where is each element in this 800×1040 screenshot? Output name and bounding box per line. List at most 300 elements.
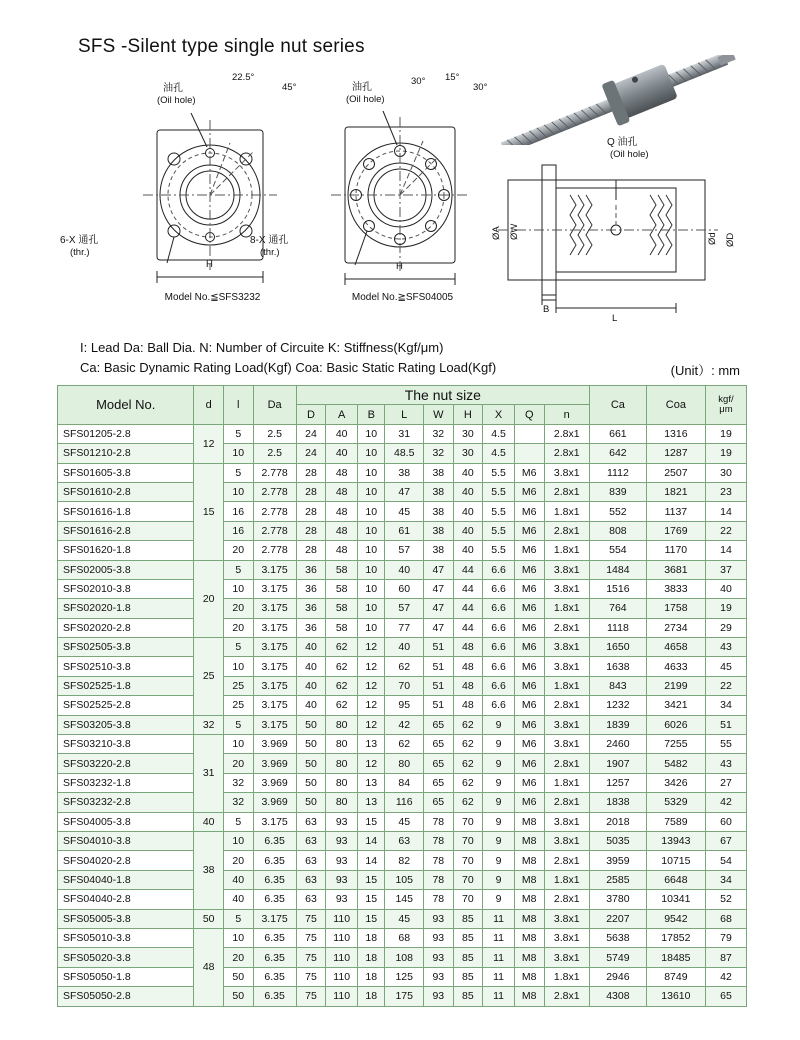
- middle-thru-hole-label-cn: 8-X 通孔: [250, 235, 289, 246]
- cell-coa: 1769: [646, 521, 705, 540]
- spec-table: [57, 385, 747, 1007]
- cell-q: M6: [514, 541, 544, 560]
- legend-line-2: Ca: Basic Dynamic Rating Load(Kgf) Coa: Basic Static Rating Load(Kgf): [80, 360, 497, 376]
- cell-ca: 2018: [589, 812, 646, 831]
- table-row[interactable]: [58, 851, 747, 870]
- cell-x: 9: [483, 870, 515, 889]
- cell-n: 2.8x1: [544, 444, 589, 463]
- cell-x: 6.6: [483, 618, 515, 637]
- legend-line-1: I: Lead Da: Ball Dia. N: Number of Circuite K: Stiffness(Kgf/μm): [80, 340, 444, 355]
- cell-n: 1.8x1: [544, 599, 589, 618]
- cell-q: M6: [514, 599, 544, 618]
- cell-l: 32: [223, 793, 253, 812]
- cell-h: 70: [453, 870, 483, 889]
- cell-a: 62: [326, 696, 358, 715]
- legend-block: [80, 338, 780, 378]
- cell-k: 34: [705, 696, 746, 715]
- cell-l: 5: [223, 812, 253, 831]
- cell-l: 16: [223, 521, 253, 540]
- cell-model: SFS02020-1.8: [58, 599, 194, 618]
- cell-l: 108: [385, 948, 424, 967]
- th-d: d: [194, 386, 224, 425]
- dim-d-big-label: ØD: [725, 232, 736, 247]
- cell-w: 38: [424, 541, 454, 560]
- cell-q: M8: [514, 812, 544, 831]
- cell-coa: 18485: [646, 948, 705, 967]
- cell-h: 85: [453, 948, 483, 967]
- cell-ca: 1257: [589, 773, 646, 792]
- cell-a: 110: [326, 928, 358, 947]
- cell-w: 47: [424, 579, 454, 598]
- cell-model: SFS02525-1.8: [58, 676, 194, 695]
- cell-da: 6.35: [253, 987, 296, 1006]
- cell-b: 15: [358, 909, 385, 928]
- left-thru-hole-label-cn: 6-X 通孔: [60, 235, 99, 246]
- cell-n: 1.8x1: [544, 541, 589, 560]
- cell-h: 85: [453, 987, 483, 1006]
- table-row[interactable]: [58, 793, 747, 812]
- cell-w: 38: [424, 521, 454, 540]
- cell-d: 75: [296, 928, 326, 947]
- cell-ca: 1839: [589, 715, 646, 734]
- cell-l: 80: [385, 754, 424, 773]
- cell-ca: 642: [589, 444, 646, 463]
- cell-a: 48: [326, 541, 358, 560]
- cell-l: 175: [385, 987, 424, 1006]
- cell-n: 2.8x1: [544, 521, 589, 540]
- cell-n: 2.8x1: [544, 424, 589, 443]
- cell-l: 60: [385, 579, 424, 598]
- cell-b: 10: [358, 560, 385, 579]
- cell-x: 11: [483, 967, 515, 986]
- cell-l: 40: [223, 870, 253, 889]
- table-row[interactable]: [58, 696, 747, 715]
- cell-d: 50: [296, 715, 326, 734]
- cell-x: 11: [483, 948, 515, 967]
- table-row[interactable]: [58, 463, 747, 482]
- dim-d-small-label: Ød: [707, 232, 718, 245]
- cell-w: 38: [424, 502, 454, 521]
- cell-w: 78: [424, 890, 454, 909]
- cell-model: SFS03232-1.8: [58, 773, 194, 792]
- table-row[interactable]: [58, 618, 747, 637]
- cell-a: 80: [326, 773, 358, 792]
- cell-w: 93: [424, 909, 454, 928]
- cell-da: 2.778: [253, 502, 296, 521]
- cell-a: 58: [326, 599, 358, 618]
- cell-l: 25: [223, 676, 253, 695]
- cell-d: 40: [296, 657, 326, 676]
- cell-d: 63: [296, 851, 326, 870]
- cell-n: 3.8x1: [544, 715, 589, 734]
- cell-coa: 5329: [646, 793, 705, 812]
- cell-k: 14: [705, 541, 746, 560]
- cell-b: 14: [358, 851, 385, 870]
- cell-l: 70: [385, 676, 424, 695]
- cell-b: 10: [358, 424, 385, 443]
- table-row[interactable]: [58, 541, 747, 560]
- cell-d: 36: [296, 579, 326, 598]
- cell-b: 10: [358, 599, 385, 618]
- cell-d: 75: [296, 987, 326, 1006]
- cell-q: M6: [514, 735, 544, 754]
- cell-b: 10: [358, 618, 385, 637]
- cell-a: 48: [326, 463, 358, 482]
- cell-q: M6: [514, 463, 544, 482]
- cell-x: 11: [483, 987, 515, 1006]
- cell-k: 19: [705, 424, 746, 443]
- cell-model: SFS03232-2.8: [58, 793, 194, 812]
- cell-d: 28: [296, 463, 326, 482]
- cell-model: SFS04040-1.8: [58, 870, 194, 889]
- cell-k: 19: [705, 599, 746, 618]
- cell-b: 18: [358, 967, 385, 986]
- cell-l: 20: [223, 851, 253, 870]
- cell-ca: 1650: [589, 638, 646, 657]
- cell-q: M6: [514, 618, 544, 637]
- cell-a: 48: [326, 521, 358, 540]
- cell-model: SFS02005-3.8: [58, 560, 194, 579]
- cell-coa: 1137: [646, 502, 705, 521]
- middle-oil-hole-label-cn: 油孔: [352, 82, 372, 93]
- th-nut-h: H: [453, 405, 483, 424]
- table-row[interactable]: [58, 754, 747, 773]
- cell-coa: 10715: [646, 851, 705, 870]
- middle-figure-caption: Model No.≧SFS04005: [351, 292, 454, 303]
- cell-b: 12: [358, 715, 385, 734]
- cell-b: 12: [358, 696, 385, 715]
- cell-a: 48: [326, 482, 358, 501]
- cell-ca: 843: [589, 676, 646, 695]
- cell-d: 36: [296, 618, 326, 637]
- cell-l: 10: [223, 579, 253, 598]
- cell-d: 63: [296, 831, 326, 850]
- cell-b: 13: [358, 773, 385, 792]
- cell-n: 3.8x1: [544, 948, 589, 967]
- cell-q: M8: [514, 928, 544, 947]
- middle-dim-h-label: H: [396, 261, 403, 272]
- table-row[interactable]: [58, 987, 747, 1006]
- cell-k: 23: [705, 482, 746, 501]
- cell-x: 5.5: [483, 463, 515, 482]
- cell-da: 3.969: [253, 754, 296, 773]
- cell-x: 6.6: [483, 657, 515, 676]
- th-kgf: [705, 386, 746, 425]
- cell-q: M8: [514, 948, 544, 967]
- cell-ca: 5749: [589, 948, 646, 967]
- cell-l: 20: [223, 599, 253, 618]
- cell-model: SFS03210-3.8: [58, 735, 194, 754]
- cell-x: 6.6: [483, 676, 515, 695]
- table-row[interactable]: [58, 657, 747, 676]
- cell-h: 70: [453, 812, 483, 831]
- table-row[interactable]: [58, 521, 747, 540]
- cell-b: 10: [358, 502, 385, 521]
- cell-k: 51: [705, 715, 746, 734]
- cell-h: 30: [453, 424, 483, 443]
- cell-w: 65: [424, 793, 454, 812]
- cell-x: 9: [483, 735, 515, 754]
- cell-ca: 1484: [589, 560, 646, 579]
- cell-h: 48: [453, 696, 483, 715]
- page-title: SFS -Silent type single nut series: [78, 36, 365, 57]
- spec-table-head: [58, 386, 747, 425]
- cell-q: M8: [514, 909, 544, 928]
- cell-k: 27: [705, 773, 746, 792]
- table-row[interactable]: [58, 735, 747, 754]
- cell-x: 9: [483, 812, 515, 831]
- cell-da: 3.175: [253, 909, 296, 928]
- cell-da: 3.175: [253, 812, 296, 831]
- cell-coa: 2199: [646, 676, 705, 695]
- cell-ca: 552: [589, 502, 646, 521]
- cell-model: SFS01210-2.8: [58, 444, 194, 463]
- cell-da: 3.175: [253, 696, 296, 715]
- cell-coa: 8749: [646, 967, 705, 986]
- cell-a: 93: [326, 851, 358, 870]
- table-row[interactable]: [58, 579, 747, 598]
- table-row[interactable]: [58, 967, 747, 986]
- left-oil-hole-label-en: (Oil hole): [157, 95, 196, 106]
- th-model: Model No.: [58, 386, 194, 425]
- cell-d: 63: [296, 870, 326, 889]
- cell-h: 44: [453, 579, 483, 598]
- cell-ca: 839: [589, 482, 646, 501]
- th-nut-b: B: [358, 405, 385, 424]
- cell-n: 3.8x1: [544, 657, 589, 676]
- cell-model: SFS01605-3.8: [58, 463, 194, 482]
- cell-d: 25: [194, 638, 224, 716]
- cell-w: 93: [424, 928, 454, 947]
- cell-k: 22: [705, 676, 746, 695]
- right-oil-hole-label-en: (Oil hole): [610, 149, 649, 160]
- cell-l: 20: [223, 541, 253, 560]
- cell-a: 80: [326, 793, 358, 812]
- cell-model: SFS02020-2.8: [58, 618, 194, 637]
- cell-q: M6: [514, 502, 544, 521]
- cell-a: 110: [326, 948, 358, 967]
- cell-w: 78: [424, 870, 454, 889]
- cell-x: 9: [483, 793, 515, 812]
- cell-w: 51: [424, 657, 454, 676]
- cell-da: 3.175: [253, 657, 296, 676]
- table-row[interactable]: [58, 560, 747, 579]
- cell-d: 50: [296, 793, 326, 812]
- table-row[interactable]: [58, 676, 747, 695]
- cell-l: 116: [385, 793, 424, 812]
- dim-a-label: ØA: [491, 226, 502, 240]
- cell-w: 78: [424, 831, 454, 850]
- cell-d: 28: [296, 502, 326, 521]
- cell-n: 1.8x1: [544, 502, 589, 521]
- cell-h: 70: [453, 851, 483, 870]
- cell-k: 52: [705, 890, 746, 909]
- cell-ca: 1232: [589, 696, 646, 715]
- cell-l: 125: [385, 967, 424, 986]
- cell-a: 40: [326, 444, 358, 463]
- cell-k: 45: [705, 657, 746, 676]
- table-row[interactable]: [58, 870, 747, 889]
- cell-b: 15: [358, 890, 385, 909]
- cell-da: 3.175: [253, 599, 296, 618]
- cell-h: 70: [453, 890, 483, 909]
- cell-x: 6.6: [483, 696, 515, 715]
- cell-h: 62: [453, 715, 483, 734]
- cell-x: 9: [483, 773, 515, 792]
- cell-l: 82: [385, 851, 424, 870]
- cell-q: M6: [514, 793, 544, 812]
- cell-n: 1.8x1: [544, 676, 589, 695]
- cell-x: 5.5: [483, 521, 515, 540]
- cell-a: 93: [326, 870, 358, 889]
- cell-da: 2.5: [253, 444, 296, 463]
- cell-coa: 7589: [646, 812, 705, 831]
- cell-d: 38: [194, 831, 224, 909]
- cell-d: 24: [296, 444, 326, 463]
- cell-n: 3.8x1: [544, 560, 589, 579]
- cell-k: 87: [705, 948, 746, 967]
- cell-l: 5: [223, 463, 253, 482]
- cell-h: 48: [453, 657, 483, 676]
- th-nut-d: D: [296, 405, 326, 424]
- cell-n: 2.8x1: [544, 754, 589, 773]
- table-row[interactable]: [58, 773, 747, 792]
- table-row[interactable]: [58, 599, 747, 618]
- cell-b: 13: [358, 793, 385, 812]
- header-row-1: [58, 386, 747, 405]
- cell-da: 3.175: [253, 638, 296, 657]
- cell-b: 14: [358, 831, 385, 850]
- cell-d: 63: [296, 812, 326, 831]
- cell-d: 36: [296, 560, 326, 579]
- cell-k: 34: [705, 870, 746, 889]
- table-row[interactable]: [58, 424, 747, 443]
- cell-l: 62: [385, 657, 424, 676]
- cell-d: 50: [296, 773, 326, 792]
- cell-h: 40: [453, 463, 483, 482]
- unit-label: (Unit）: mm: [670, 363, 740, 378]
- cell-d: 40: [296, 676, 326, 695]
- cell-h: 62: [453, 793, 483, 812]
- cell-l: 10: [223, 444, 253, 463]
- cell-ca: 661: [589, 424, 646, 443]
- middle-angle-30b-label: 30°: [473, 82, 488, 93]
- cell-model: SFS01616-1.8: [58, 502, 194, 521]
- table-row[interactable]: [58, 890, 747, 909]
- left-angle-22-5-label: 22.5°: [232, 72, 255, 83]
- cell-a: 58: [326, 560, 358, 579]
- cell-b: 12: [358, 754, 385, 773]
- table-row[interactable]: [58, 638, 747, 657]
- cell-ca: 1838: [589, 793, 646, 812]
- cell-da: 2.778: [253, 482, 296, 501]
- cell-model: SFS04005-3.8: [58, 812, 194, 831]
- cell-k: 65: [705, 987, 746, 1006]
- figure-right-section: [470, 55, 760, 324]
- table-row[interactable]: [58, 909, 747, 928]
- cell-h: 85: [453, 909, 483, 928]
- cell-l: 42: [385, 715, 424, 734]
- cell-d: 50: [194, 909, 224, 928]
- cell-da: 6.35: [253, 967, 296, 986]
- cell-n: 1.8x1: [544, 773, 589, 792]
- table-row[interactable]: [58, 502, 747, 521]
- cell-b: 13: [358, 735, 385, 754]
- cell-model: SFS02510-3.8: [58, 657, 194, 676]
- cell-b: 18: [358, 928, 385, 947]
- cell-q: M6: [514, 579, 544, 598]
- cell-w: 65: [424, 735, 454, 754]
- cell-h: 40: [453, 521, 483, 540]
- cell-x: 5.5: [483, 502, 515, 521]
- cell-q: [514, 424, 544, 443]
- left-figure-caption: Model No.≦SFS3232: [164, 292, 261, 303]
- cell-h: 85: [453, 928, 483, 947]
- cell-q: M8: [514, 967, 544, 986]
- cell-b: 18: [358, 987, 385, 1006]
- cell-h: 62: [453, 735, 483, 754]
- cell-l: 25: [223, 696, 253, 715]
- table-row[interactable]: [58, 831, 747, 850]
- spec-table-wrap: [57, 385, 747, 1007]
- cell-d: 28: [296, 541, 326, 560]
- cell-k: 30: [705, 463, 746, 482]
- cell-n: 2.8x1: [544, 890, 589, 909]
- table-row[interactable]: [58, 928, 747, 947]
- cell-x: 6.6: [483, 638, 515, 657]
- cell-q: M6: [514, 521, 544, 540]
- cell-l: 47: [385, 482, 424, 501]
- cell-w: 51: [424, 676, 454, 695]
- cell-l: 50: [223, 967, 253, 986]
- cell-w: 47: [424, 599, 454, 618]
- cell-n: 2.8x1: [544, 793, 589, 812]
- cell-model: SFS05010-3.8: [58, 928, 194, 947]
- th-nut-x: X: [483, 405, 515, 424]
- cell-d: 40: [296, 696, 326, 715]
- cell-q: M8: [514, 870, 544, 889]
- cell-h: 48: [453, 638, 483, 657]
- th-l: l: [223, 386, 253, 425]
- cell-ca: 764: [589, 599, 646, 618]
- cell-b: 18: [358, 948, 385, 967]
- cell-ca: 1112: [589, 463, 646, 482]
- th-nut-w: W: [424, 405, 454, 424]
- th-nut-a: A: [326, 405, 358, 424]
- cell-da: 6.35: [253, 928, 296, 947]
- cell-q: M6: [514, 638, 544, 657]
- cell-model: SFS04010-3.8: [58, 831, 194, 850]
- table-row[interactable]: [58, 482, 747, 501]
- cell-d: 28: [296, 482, 326, 501]
- cell-n: 3.8x1: [544, 812, 589, 831]
- cell-a: 110: [326, 909, 358, 928]
- table-row[interactable]: [58, 715, 747, 734]
- cell-d: 75: [296, 967, 326, 986]
- cell-ca: 1118: [589, 618, 646, 637]
- cell-x: 9: [483, 715, 515, 734]
- cell-l: 45: [385, 909, 424, 928]
- cell-l: 10: [223, 657, 253, 676]
- dim-l-label: L: [612, 313, 618, 324]
- th-da: Da: [253, 386, 296, 425]
- cell-w: 38: [424, 463, 454, 482]
- cell-w: 93: [424, 967, 454, 986]
- table-row[interactable]: [58, 812, 747, 831]
- table-row[interactable]: [58, 948, 747, 967]
- cell-q: [514, 444, 544, 463]
- table-row[interactable]: [58, 444, 747, 463]
